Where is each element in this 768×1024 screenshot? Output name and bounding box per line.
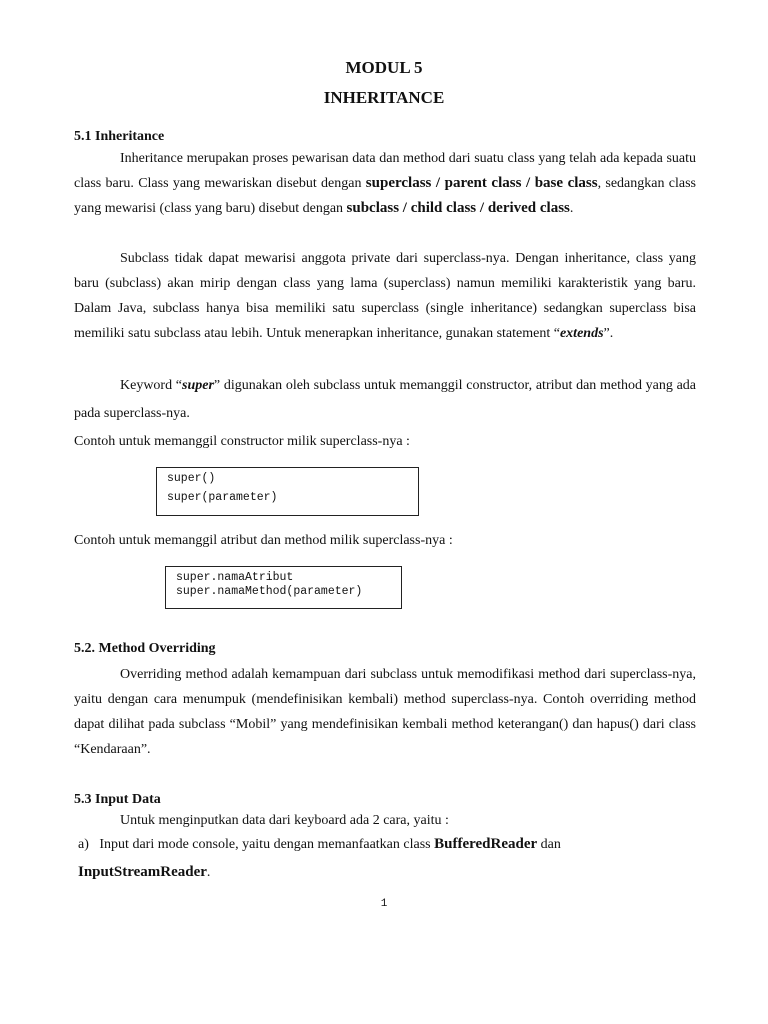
code-line: super() <box>167 472 216 485</box>
code-box-attribute-method <box>165 566 402 609</box>
list-item-a: a) Input dari mode console, yaitu dengan memanfaatkan class BufferedReader dan <box>78 836 561 852</box>
term-subclass: subclass / child class / derived class <box>346 200 570 216</box>
section-heading-input-data: 5.3 Input Data <box>74 792 161 807</box>
list-marker: a) <box>78 837 89 852</box>
paragraph-inheritance-definition: Inheritance merupakan proses pewarisan data dan method dari suatu class yang telah ada kepada suatu class baru. Class yang mewariskan disebut dengan superclass / parent class / base class, sedangkan class yang mewarisi (class yang baru) disebut dengan subclass / child class / derived class. <box>74 151 697 216</box>
module-subtitle: INHERITANCE <box>323 88 445 107</box>
page-number: 1 <box>380 898 388 910</box>
keyword-extends: extends <box>559 326 604 341</box>
term-bufferedreader: BufferedReader <box>434 836 538 852</box>
section-heading-inheritance: 5.1 Inheritance <box>74 129 165 144</box>
module-title: MODUL 5 <box>345 58 423 77</box>
paragraph-method-overriding: Overriding method adalah kemampuan dari subclass untuk memodifikasi method dari superclass-nya, yaitu dengan cara menumpuk (mendefinisikan kembali) method superclass-nya. Contoh overriding method dapat dilihat pada subclass “Mobil” yang mendefinisikan kembali method keterangan() dan hapus() dari class “Kendaraan”. <box>74 667 696 757</box>
keyword-super: super <box>182 378 214 393</box>
section-heading-method-overriding: 5.2. Method Overriding <box>74 641 216 656</box>
term-inputstreamreader: InputStreamReader <box>78 864 207 880</box>
list-item-a-continued: InputStreamReader. <box>78 864 211 880</box>
code-line: super.namaAtribut <box>176 571 294 584</box>
code-line: super.namaMethod(parameter) <box>176 585 363 598</box>
example-caption-attribute-method: Contoh untuk memanggil atribut dan method milik superclass-nya : <box>74 533 453 548</box>
code-line: super(parameter) <box>167 491 278 504</box>
example-caption-constructor: Contoh untuk memanggil constructor milik superclass-nya : <box>74 434 410 449</box>
code-box-constructor <box>156 467 419 516</box>
paragraph-subclass-rules: Subclass tidak dapat mewarisi anggota private dari superclass-nya. Dengan inheritance, class yang baru (subclass) akan mirip dengan class yang lama (superclass) namun memiliki karakteristik yang baru. Dalam Java, subclass hanya bisa memiliki satu superclass (single inheritance) sedangkan superclass bisa memiliki satu subclass atau lebih. Untuk menerapkan inheritance, gunakan statement “extends”. <box>74 251 696 341</box>
input-data-intro: Untuk menginputkan data dari keyboard ada 2 cara, yaitu : <box>120 813 449 828</box>
paragraph-super-keyword: Keyword “super” digunakan oleh subclass untuk memanggil constructor, atribut dan method yang ada pada superclass-nya. <box>74 378 696 421</box>
term-superclass: superclass / parent class / base class <box>365 175 598 191</box>
